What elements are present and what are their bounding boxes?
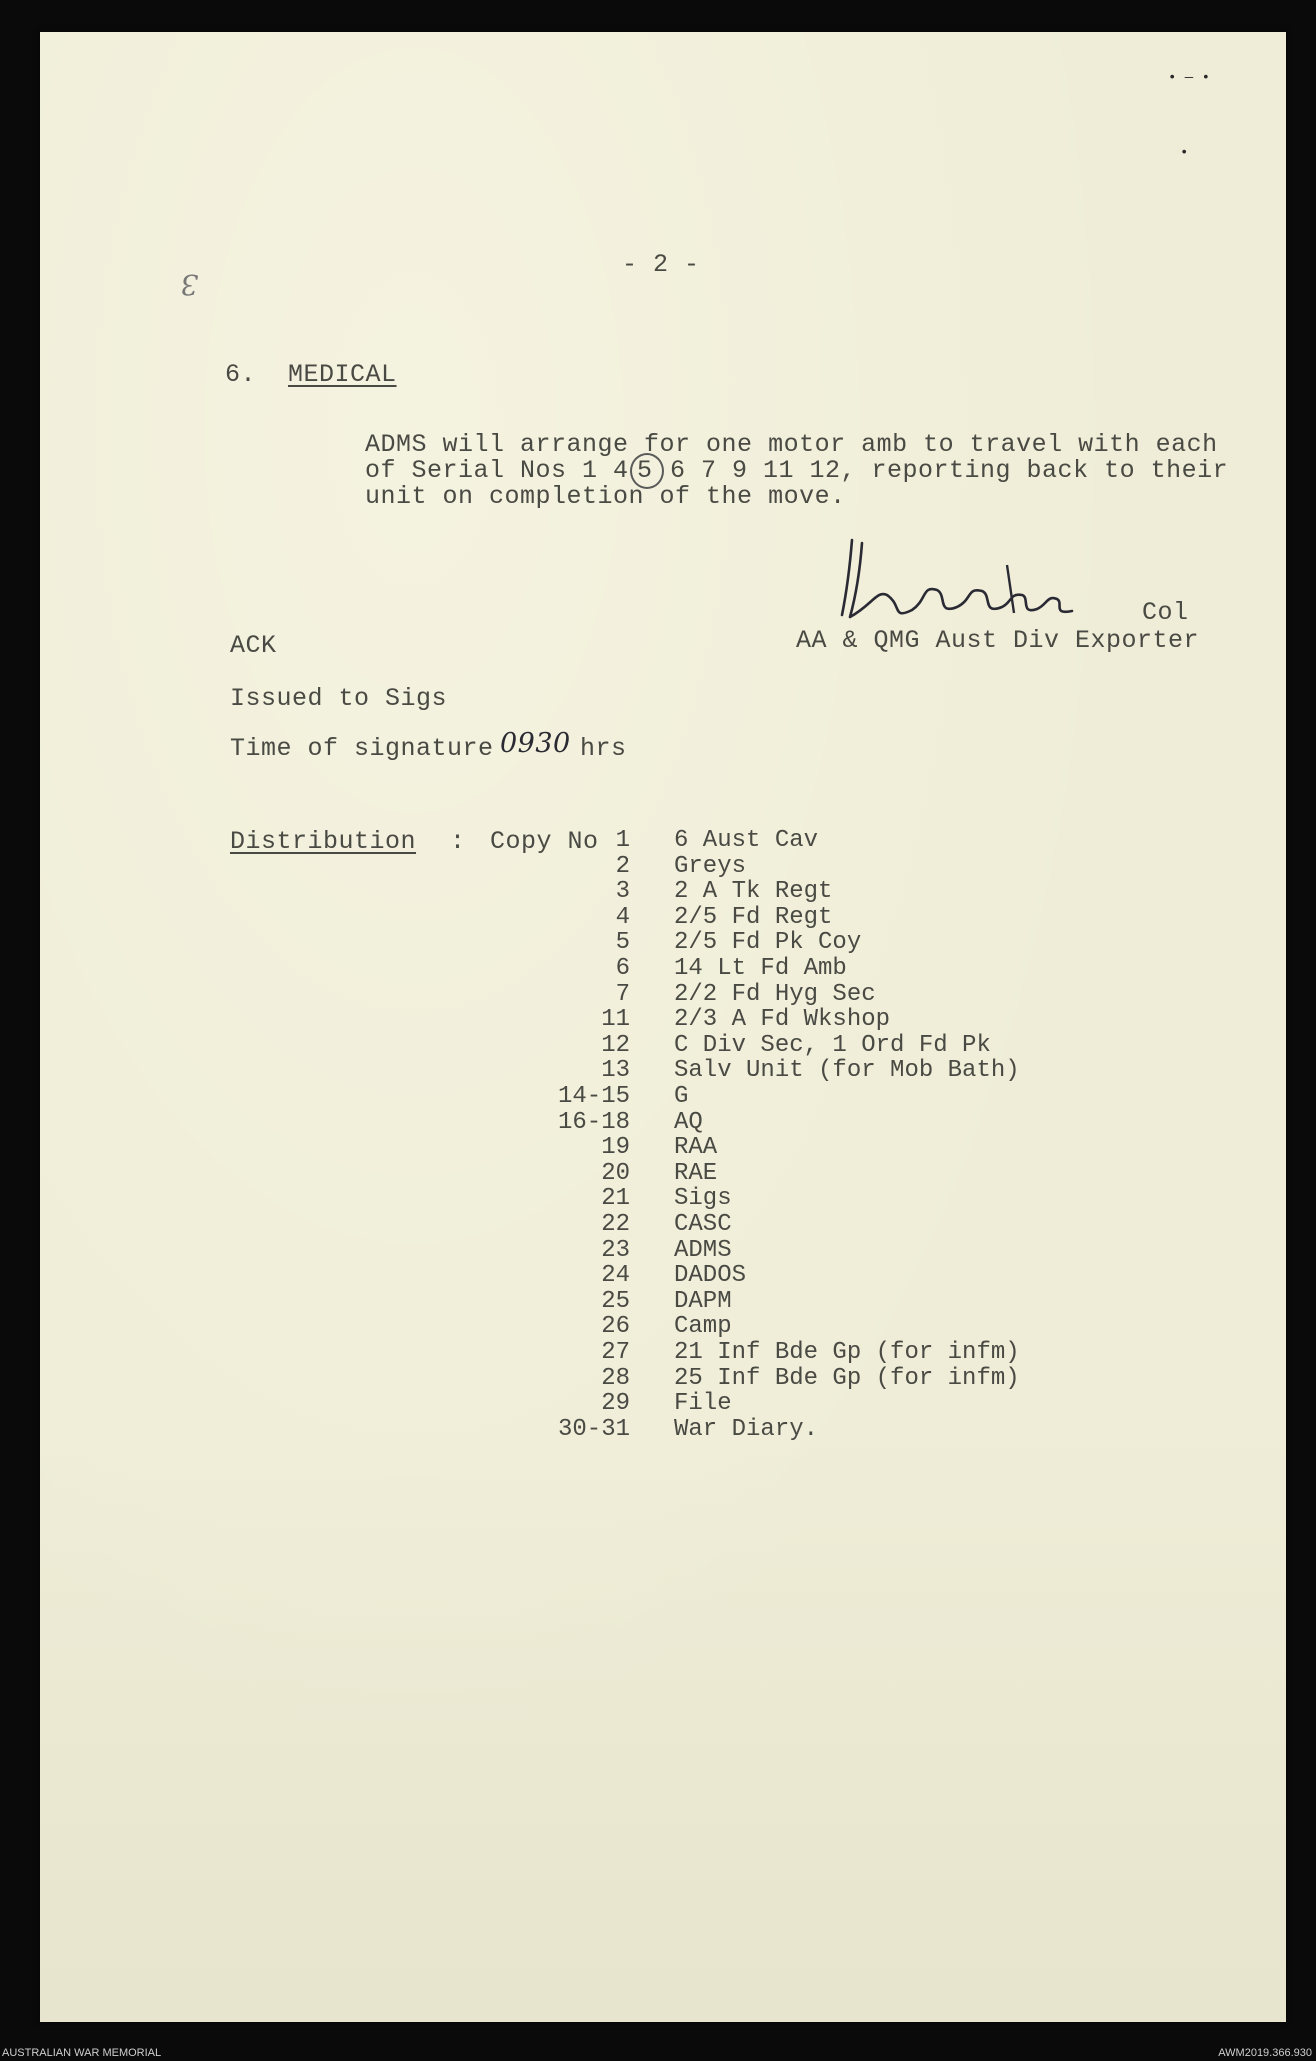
- distribution-copy-no: 2: [615, 853, 630, 880]
- page-number: - 2 -: [622, 250, 700, 279]
- distribution-unit: 2/5 Fd Regt: [674, 904, 833, 931]
- distribution-copy-no: 21: [601, 1185, 630, 1212]
- footer-right: AWM2019.366.930: [1218, 2047, 1312, 2059]
- distribution-unit: 2/3 A Fd Wkshop: [674, 1006, 891, 1033]
- distribution-unit: DADOS: [674, 1262, 747, 1289]
- distribution-copy-no: 27: [601, 1339, 630, 1366]
- distribution-separator: :: [450, 827, 466, 856]
- distribution-copy-no: 1: [615, 827, 630, 854]
- paragraph-line-2a: of Serial Nos 1 4: [365, 456, 629, 485]
- distribution-copy-no: 25: [601, 1288, 630, 1315]
- distribution-copy-no: 11: [601, 1006, 630, 1033]
- distribution-unit: 2/5 Fd Pk Coy: [674, 929, 862, 956]
- time-value: 0930: [500, 728, 571, 759]
- margin-mark: 3: [180, 268, 199, 301]
- distribution-unit: ADMS: [674, 1237, 732, 1264]
- distribution-unit: 25 Inf Bde Gp (for infm): [674, 1365, 1020, 1392]
- distribution-copy-no: 24: [601, 1262, 630, 1289]
- distribution-copy-no: 20: [601, 1160, 630, 1187]
- distribution-unit: G: [674, 1083, 689, 1110]
- distribution-unit: Salv Unit (for Mob Bath): [674, 1057, 1020, 1084]
- section-number: 6.: [225, 360, 257, 389]
- distribution-copy-no: 16-18: [557, 1109, 630, 1136]
- distribution-copy-no: 12: [601, 1032, 630, 1059]
- distribution-unit: AQ: [674, 1109, 703, 1136]
- distribution-unit: 2/2 Fd Hyg Sec: [674, 981, 876, 1008]
- time-label: Time of signature: [230, 734, 494, 763]
- paragraph-line-2b: 6 7 9 11 12, reporting back to their: [670, 456, 1229, 485]
- issued-line: Issued to Sigs: [230, 684, 448, 713]
- paragraph-line-3: unit on completion of the move.: [365, 482, 846, 511]
- distribution-copy-no: 26: [601, 1313, 630, 1340]
- distribution-copy-no: 28: [601, 1365, 630, 1392]
- document-page: [40, 32, 1286, 2022]
- distribution-unit: 6 Aust Cav: [674, 827, 819, 854]
- distribution-copy-no: 19: [601, 1134, 630, 1161]
- distribution-copy-no: 5: [615, 929, 630, 956]
- distribution-unit: C Div Sec, 1 Ord Fd Pk: [674, 1032, 991, 1059]
- distribution-unit: DAPM: [674, 1288, 732, 1315]
- distribution-unit: 2 A Tk Regt: [674, 878, 833, 905]
- circled-serial-number: 5: [637, 456, 653, 485]
- time-unit: hrs: [580, 734, 627, 763]
- distribution-copy-no: 23: [601, 1237, 630, 1264]
- distribution-copy-no: 22: [601, 1211, 630, 1238]
- signature-image: [832, 535, 1092, 635]
- distribution-copy-no: 29: [601, 1390, 630, 1417]
- distribution-copy-no: 13: [601, 1057, 630, 1084]
- ack-label: ACK: [230, 631, 277, 660]
- signature-rank: Col: [1142, 598, 1189, 627]
- distribution-unit: 14 Lt Fd Amb: [674, 955, 847, 982]
- corner-mark: •: [1180, 145, 1189, 161]
- distribution-copy-no: 30-31: [557, 1416, 630, 1443]
- copy-label: Copy No: [490, 827, 599, 856]
- distribution-copy-no: 3: [615, 878, 630, 905]
- distribution-unit: CASC: [674, 1211, 732, 1238]
- distribution-unit: RAE: [674, 1160, 718, 1187]
- footer-left: AUSTRALIAN WAR MEMORIAL: [2, 2047, 162, 2059]
- distribution-unit: Greys: [674, 853, 747, 880]
- distribution-copy-no: 14-15: [557, 1083, 630, 1110]
- distribution-unit: RAA: [674, 1134, 718, 1161]
- distribution-copy-no: 4: [615, 904, 630, 931]
- distribution-unit: 21 Inf Bde Gp (for infm): [674, 1339, 1020, 1366]
- distribution-unit: Sigs: [674, 1185, 732, 1212]
- distribution-unit: File: [674, 1390, 732, 1417]
- distribution-unit: Camp: [674, 1313, 732, 1340]
- signature-title: AA & QMG Aust Div Exporter: [796, 626, 1200, 655]
- distribution-unit: War Diary.: [674, 1416, 819, 1443]
- paragraph-line-1: ADMS will arrange for one motor amb to travel with each: [365, 430, 1218, 459]
- corner-mark: • — •: [1168, 70, 1211, 86]
- distribution-label: Distribution: [230, 827, 417, 856]
- section-heading: MEDICAL: [288, 360, 397, 389]
- distribution-copy-no: 6: [615, 955, 630, 982]
- distribution-copy-no: 7: [615, 981, 630, 1008]
